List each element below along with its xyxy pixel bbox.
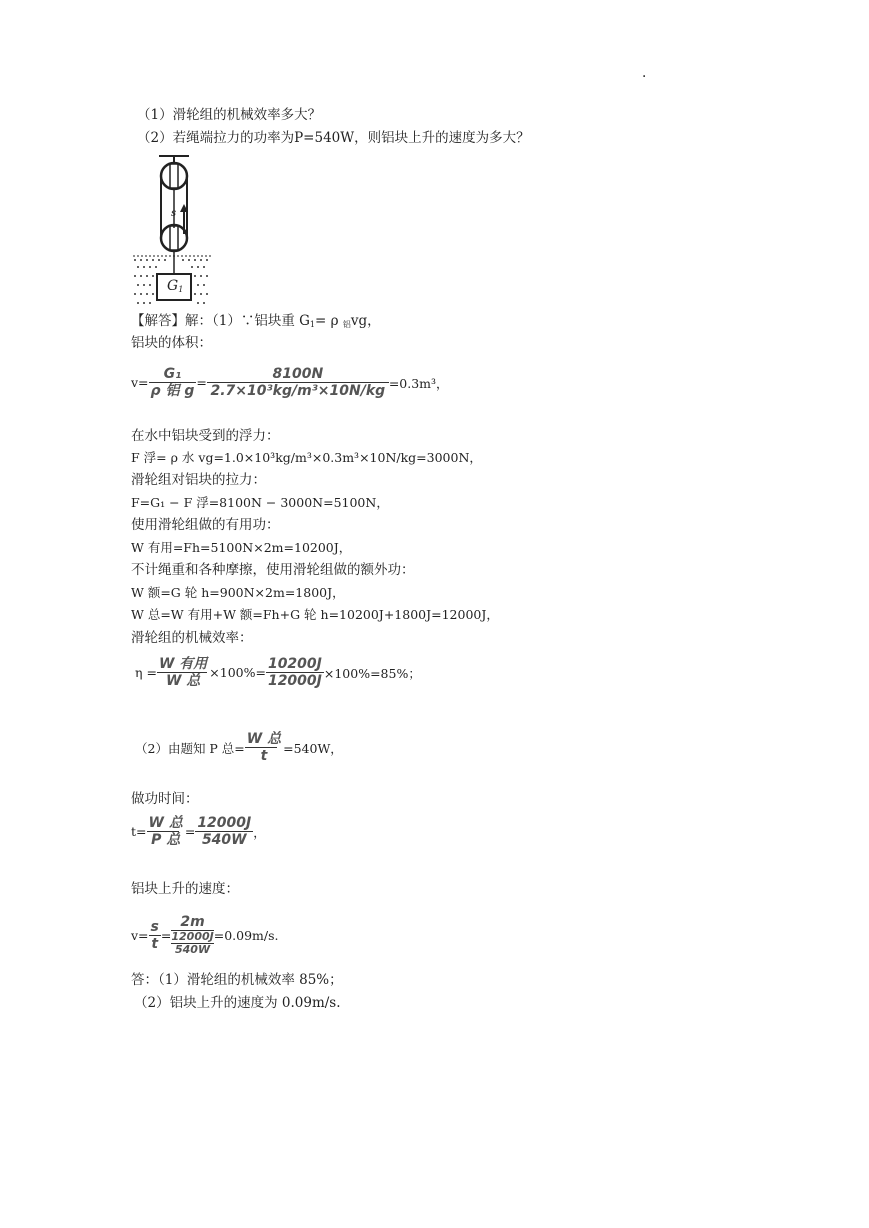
fraction-wtotal-over-t: $\frac{\text{W 总}}{t}$ [246, 731, 282, 764]
fraction-2m-over-time: 2m 12000J 540W [171, 914, 214, 956]
power-formula: （2）由题知 P 总= $\frac{\text{W 总}}{t}$ =540W， [135, 731, 343, 764]
rope-label: s [171, 208, 177, 219]
volume-formula: v= $\frac{\text{G₁}}{\text{ρ 铝 g}}$ = $\frac{8100N}{\text{2.7×10³kg/m³×10N/kg}}$ =0.3m³， [131, 366, 449, 399]
speed-formula: v= $\frac{s}{t}$ = 2m 12000J 540W =0.09m/s. [131, 914, 279, 956]
fraction-12000-over-540: $\frac{12000J}{540W}$ [197, 815, 252, 848]
question-1: （1）滑轮组的机械效率多大？ [137, 107, 322, 123]
pull-equation: F=G₁ − F 浮=8100N − 3000N=5100N， [131, 495, 389, 510]
fraction-8100-over-denominator: $\frac{8100N}{\text{2.7×10³kg/m³×10N/kg}}$ [207, 366, 389, 399]
efficiency-formula: η = $\frac{\text{W 有用}}{\text{W 总}}$ ×100%= $\frac{10200J}{12000J}$ ×100%=85%； [135, 656, 421, 689]
speed-label: 铝块上升的速度： [131, 881, 239, 897]
extra-work-equation: W 额=G 轮 h=900N×2m=1800J， [131, 585, 345, 600]
extra-work-label: 不计绳重和各种摩擦，使用滑轮组做的额外功： [131, 562, 415, 578]
solution-heading: 【解答】解：（1）∵铝块重 $G_1= \rho$ $_铝$vg， [131, 313, 381, 329]
pulley-figure [133, 152, 213, 310]
buoyancy-equation: F 浮= ρ 水 vg=1.0×10³kg/m³×0.3m³×10N/kg=3000N， [131, 450, 482, 465]
pull-label: 滑轮组对铝块的拉力： [131, 472, 266, 488]
fraction-g-over-rho-g: $\frac{\text{G₁}}{\text{ρ 铝 g}}$ [150, 366, 195, 399]
fraction-s-over-t: $\frac{s}{t}$ [150, 918, 159, 952]
total-work-equation: W 总=W 有用+W 额=Fh+G 轮 h=10200J+1800J=12000J， [131, 607, 499, 622]
answer-2: （2）铝块上升的速度为 0.09m/s. [134, 995, 341, 1011]
volume-label: 铝块的体积： [131, 335, 212, 351]
answer-1: 答：（1）滑轮组的机械效率 85%； [131, 972, 343, 988]
fraction-10200-over-12000: $\frac{10200J}{12000J}$ [267, 656, 322, 689]
fraction-wtotal-over-ptotal: $\frac{\text{W 总}}{\text{P 总}}$ [148, 815, 183, 848]
time-formula: t= $\frac{\text{W 总}}{\text{P 总}}$ = $\frac{12000J}{540W}$ ， [131, 815, 266, 848]
question-2: （2）若绳端拉力的功率为P=540W，则铝块上升的速度为多大？ [137, 130, 530, 146]
useful-work-equation: W 有用=Fh=5100N×2m=10200J， [131, 540, 352, 555]
fraction-useful-over-total: $\frac{\text{W 有用}}{\text{W 总}}$ [158, 656, 208, 689]
useful-work-label: 使用滑轮组做的有用功： [131, 517, 280, 533]
time-label: 做功时间： [131, 791, 199, 807]
header-dot: . [642, 65, 647, 81]
efficiency-label: 滑轮组的机械效率： [131, 630, 253, 646]
block-label: G1 [167, 278, 184, 294]
buoyancy-label: 在水中铝块受到的浮力： [131, 428, 280, 444]
